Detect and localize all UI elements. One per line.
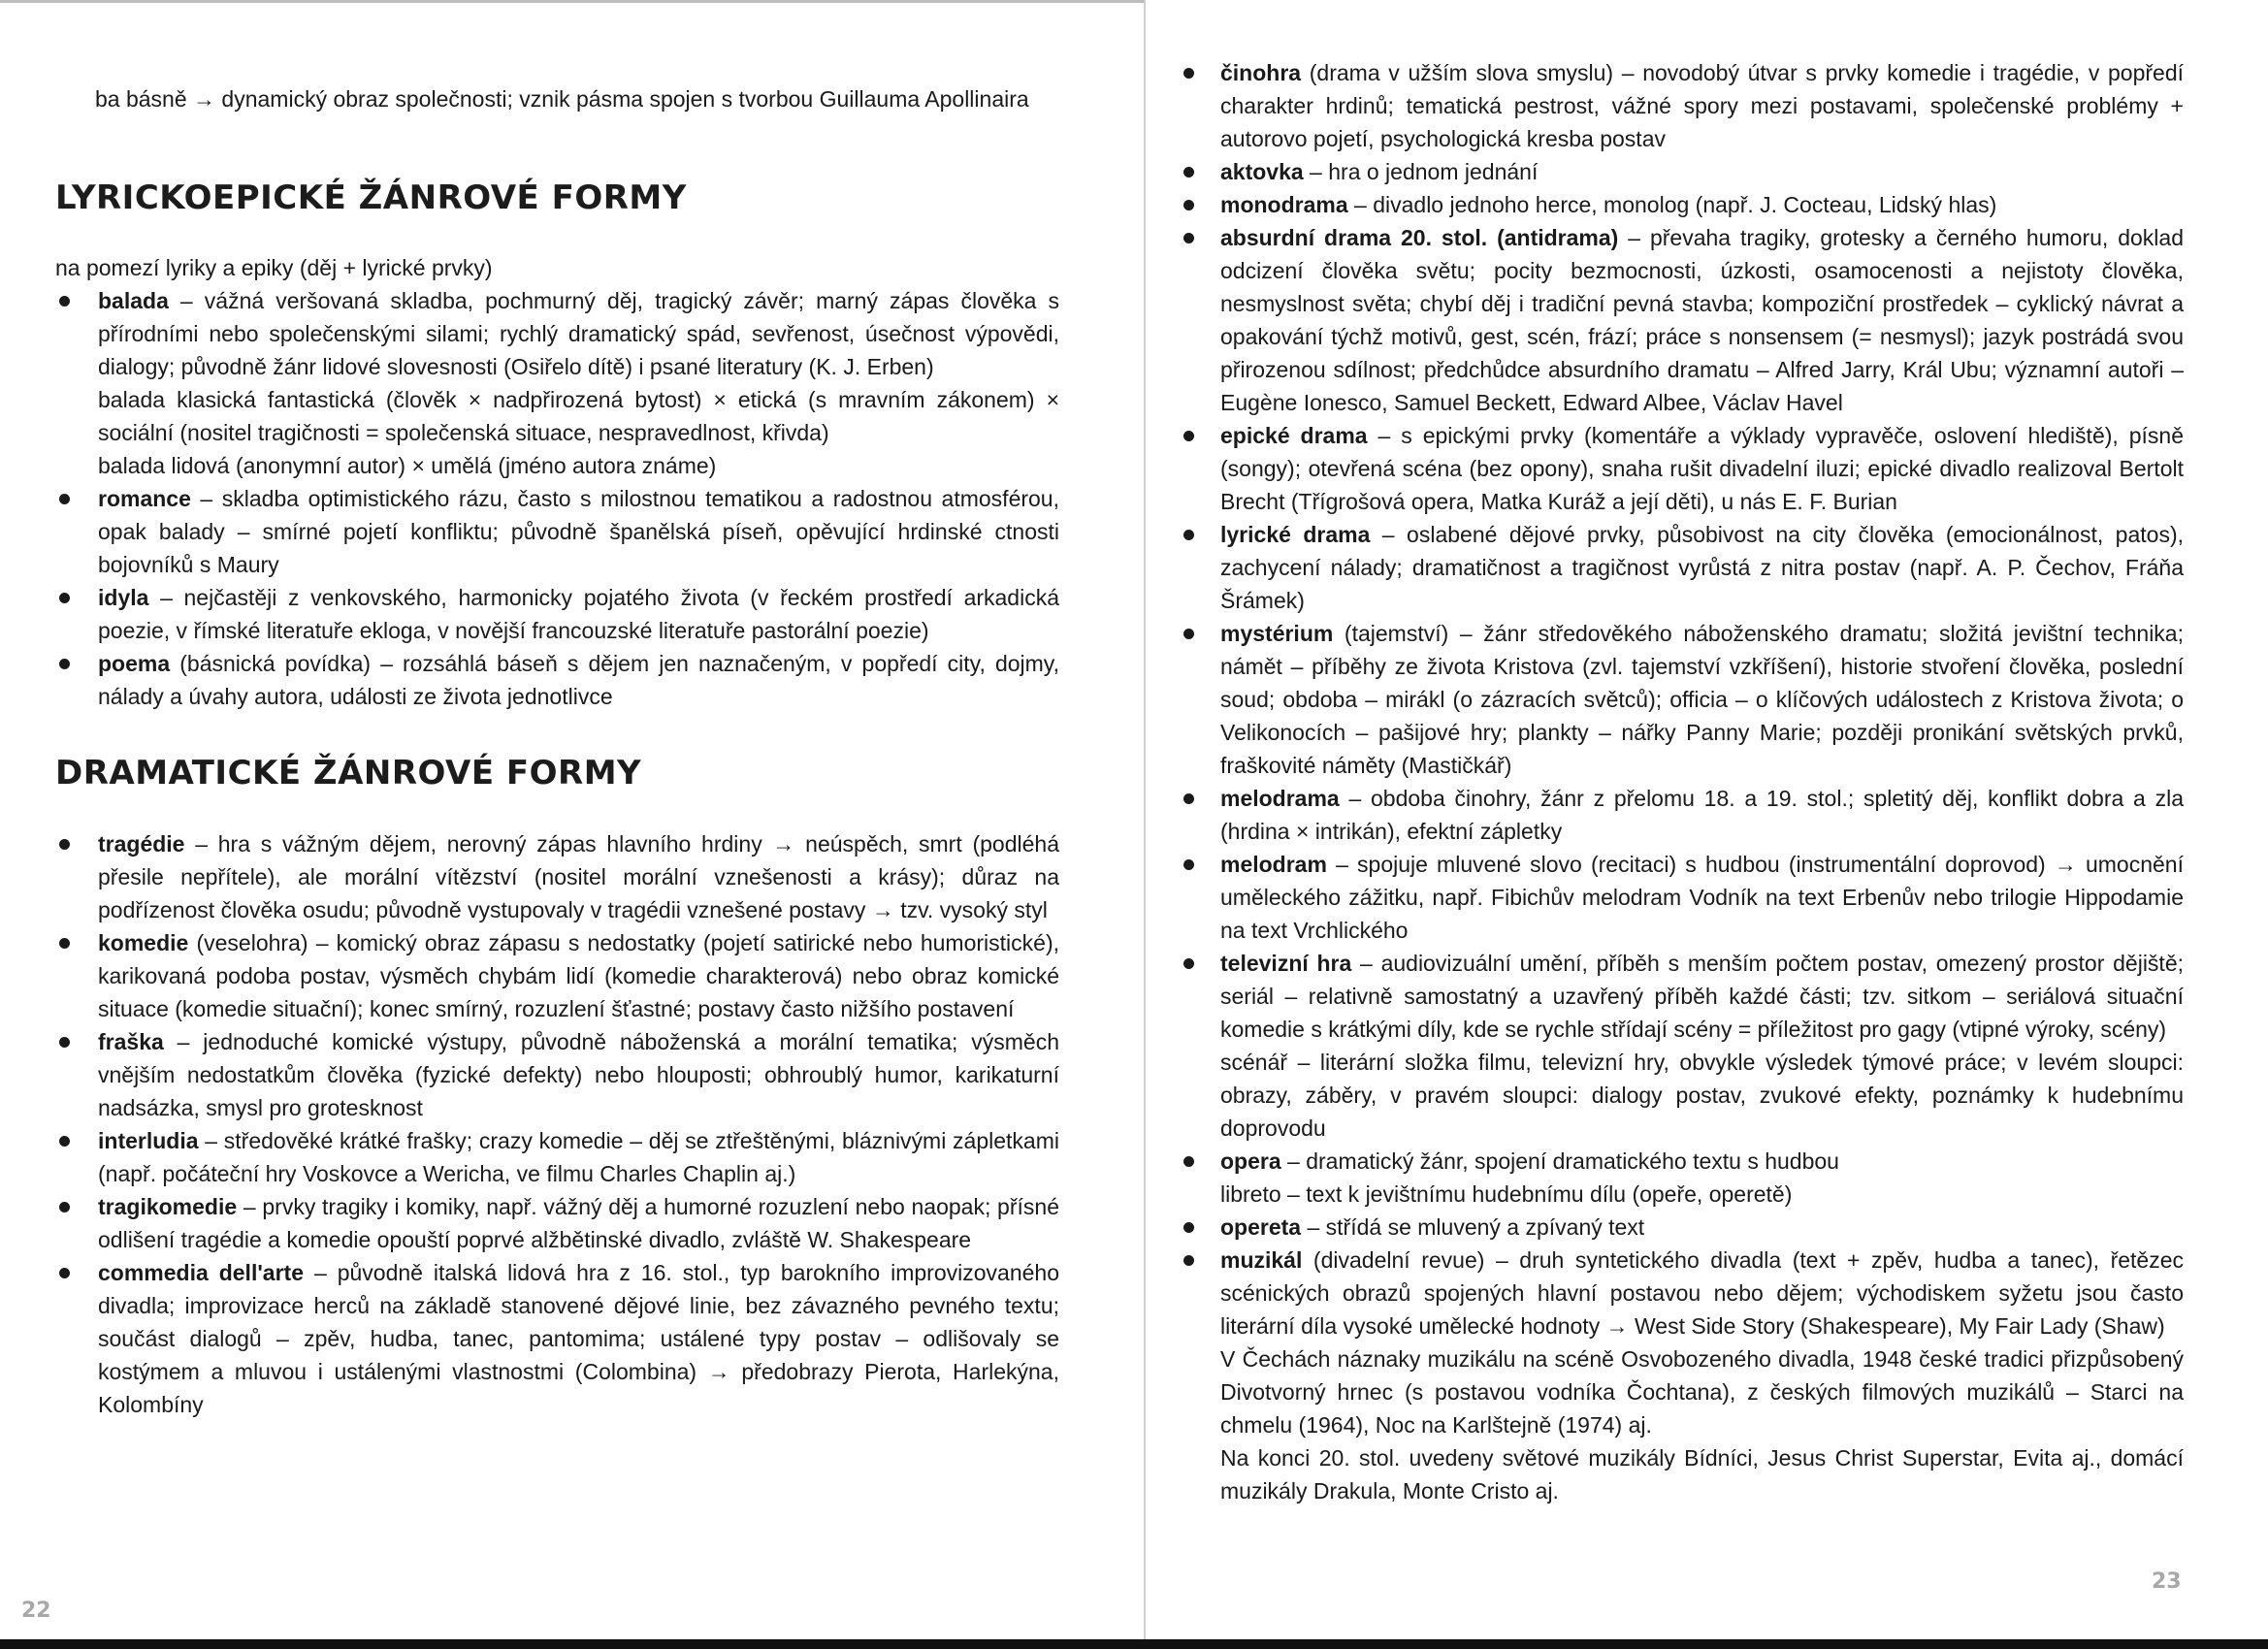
item-text: – hra s vážným dějem, nerovný zápas hlavního hrdiny → neúspěch, smrt (podléhá přesile nepřítele), ale morální vítězství (nositel morální vznešenosti a krásy); důraz na podřízenost člověka osudu; původně vystupovaly v tragédii vznešené postavy → tzv. vysoký styl [98,831,1059,922]
dramaticke-list [55,827,1059,1421]
item-term: televizní hra [1220,951,1352,976]
item-text: (tajemství) – žánr středověkého náboženského dramatu; složitá jevištní technika; námět – příběhy ze života Kristova (zvl. tajemství vzkříšení), historie stvoření člověka, poslední soud; obdoba – mirákl (o zázracích světců); officia – o klíčových událostech z Kristova života; o Velikonocích – pašijové hry; plankty – nářky Panny Marie; později pronikání světských prvků, fraškovité náměty (Mastičkář) [1220,621,2184,778]
list-item-romance [55,482,1059,581]
list-item-interludia [55,1124,1059,1190]
item-term: fraška [98,1029,164,1054]
bullet-icon [59,1136,70,1147]
list-item-poema [55,647,1059,713]
top-edge-left [0,0,1144,3]
list-item-cinohra [1180,56,2184,155]
bullet-icon [59,659,70,669]
item-text: – skladba optimistického rázu, často s milostnou tematikou a radostnou atmosférou, opak balady – smírné pojetí konfliktu; původně španělská píseň, opěvující hrdinské ctnosti bojovníků s Maury [98,486,1059,577]
item-text: – střídá se mluvený a zpívaný text [1301,1214,1645,1240]
list-item-mysterium [1180,617,2184,782]
bullet-icon [59,593,70,603]
list-item-tragikomedie [55,1190,1059,1256]
item-text: (veselohra) – komický obraz zápasu s nedostatky (pojetí satirické nebo humoristické), karikovaná podoba postav, výsměch chybám lidí (komedie charakterová) nebo obraz komické situace (komedie situační); konec smírný, rozuzlení šťastné; postavy často nižšího postavení [98,930,1059,1021]
list-item-aktovka [1180,155,2184,188]
item-term: balada [98,288,169,313]
item-text: – s epickými prvky (komentáře a výklady vypravěče, oslovení hlediště), písně (songy); otevřená scéna (bez opony), snaha rušit divadelní iluzi; epické divadlo realizoval Bertolt Brecht (Třígrošová opera, Matka Kuráž a její děti), u nás E. F. Burian [1220,423,2185,514]
item-term: opera [1220,1148,1281,1174]
item-text: – spojuje mluvené slovo (recitaci) s hudbou (instrumentální doprovod) → umocnění uměleckého zážitku, např. Fibichův melodram Vodník na text Erbenův nebo trilogie Hippodamie na text Vrchlického [1220,852,2184,943]
item-term: commedia dell'arte [98,1260,305,1285]
item-text: (drama v užším slova smyslu) – novodobý útvar s prvky komedie i tragédie, v popředí charakter hrdinů; tematická pestrost, vážné spory mezi postavami, společenské problémy + autorovo pojetí, psychologická kresba postav [1220,60,2184,151]
page-number-right: 23 [2152,1569,2182,1594]
item-term: mystérium [1220,621,1334,646]
bullet-icon [1183,859,1194,870]
list-item-lyricke-drama [1180,518,2184,617]
item-term: poema [98,651,171,676]
item-text: – vážná veršovaná skladba, pochmurný děj, tragický závěr; marný zápas člověka s přírodními nebo společenskými silami; rychlý dramatický spád, sevřenost, úsečnost výpovědi, dialogy; původně žánr lidové slovesnosti (Osiřelo dítě) i psané literatury (K. J. Erben) [98,288,1059,379]
bullet-icon [59,1037,70,1048]
item-term: muzikál [1220,1247,1303,1273]
item-term: činohra [1220,60,1302,85]
list-item-commedia-dellarte [55,1256,1059,1421]
left-column [55,81,1059,1421]
item-text: – divadlo jednoho herce, monolog (např. J. Cocteau, Lidský hlas) [1347,192,1997,217]
dramaticke-list-continued [1180,56,2184,1507]
item-term: interludia [98,1128,199,1153]
list-item-balada [55,284,1059,482]
list-item-epicke-drama [1180,419,2184,518]
bullet-icon [1183,1222,1194,1233]
item-term: romance [98,486,191,511]
lyrickoepicke-list [55,284,1059,713]
item-term: lyrické drama [1220,522,1371,547]
list-item-monodrama [1180,188,2184,221]
bullet-icon [59,1268,70,1278]
item-term: epické drama [1220,423,1368,448]
item-term: aktovka [1220,159,1304,184]
page-number-left: 22 [21,1599,51,1623]
item-text: – dramatický žánr, spojení dramatického textu s hudbou [1280,1148,1839,1174]
item-subtext: balada klasická fantastická (člověk × nadpřirozená bytost) × etická (s mravním zákonem) × sociální (nositel tragičnosti = společenská situace, nespravedlnost, křivda) [98,387,1059,445]
list-item-absurdni-drama [1180,221,2184,419]
bullet-icon [59,839,70,850]
item-text: (divadelní revue) – druh syntetického divadla (text + zpěv, hudba a tanec), řetězec scénických obrazů spojených hlavní postavou nebo dějem; východiskem syžetu jsou často literární díla vysoké umělecké hodnoty → West Side Story (Shakespeare), My Fair Lady (Shaw) [1220,1247,2184,1339]
item-term: monodrama [1220,192,1348,217]
item-subtext: scénář – literární složka filmu, televizní hry, obvykle výsledek týmové práce; v levém sloupci: obrazy, záběry, v pravém sloupci: dialogy postav, zvukové efekty, poznámky k hudebnímu doprovodu [1220,1050,2184,1141]
bullet-icon [1183,431,1194,441]
item-term: idyla [98,585,149,610]
item-text: – obdoba činohry, žánr z přelomu 18. a 19. stol.; spletitý děj, konflikt dobra a zla (hrdina × intrikán), efektní zápletky [1220,786,2184,844]
list-item-muzikal [1180,1244,2184,1507]
bullet-icon [1183,1156,1194,1167]
bullet-icon [59,1202,70,1212]
item-text: – nejčastěji z venkovského, harmonicky pojatého života (v řeckém prostředí arkadická poezie, v římské literatuře ekloga, v novější francouzské literatuře pastorální poezie) [98,585,1059,643]
list-item-tragedie [55,827,1059,926]
item-text: – audiovizuální umění, příběh s menším počtem postav, omezený prostor dějiště; seriál – relativně samostatný a uzavřený příběh každé části; tzv. sitkom – seriálová situační komedie s krátkými díly, kde se rychle střídají scény = příležitost pro gagy (vtipné výroky, scény) [1220,951,2184,1042]
bullet-icon [1183,530,1194,540]
item-term: opereta [1220,1214,1302,1240]
bullet-icon [1183,1255,1194,1266]
book-fold [1144,0,1146,1649]
bullet-icon [1183,958,1194,969]
item-term: melodrama [1220,786,1340,811]
item-text: – původně italská lidová hra z 16. stol., typ barokního improvizovaného divadla; improvizace herců na základě stanovené dějové linie, bez závazného pevného textu; součást dialogů – zpěv, hudba, tanec, pantomima; ustálené typy postav – odlišovaly se kostýmem a mluvou i ustálenými vlastnostmi (Colombina) → předobrazy Pierota, Harlekýna, Kolombíny [98,1260,1059,1417]
item-text: – středověké krátké frašky; crazy komedie – děj se ztřeštěnými, bláznivými zápletkami (např. počáteční hry Voskovce a Wericha, ve filmu Charles Chaplin aj.) [98,1128,1059,1186]
list-item-opera [1180,1145,2184,1211]
section-title-dramaticke: DRAMATICKÉ ŽÁNROVÉ FORMY [55,754,642,792]
item-term: tragikomedie [98,1194,238,1219]
list-item-idyla [55,581,1059,647]
right-page [1148,0,2268,1649]
item-term: komedie [98,930,189,955]
section-title-lyrickoepicke: LYRICKOEPICKÉ ŽÁNROVÉ FORMY [55,178,687,217]
item-subtext: libreto – text k jevištnímu hudebnímu dílu (opeře, operetě) [1220,1181,1793,1207]
item-text: (básnická povídka) – rozsáhlá báseň s dějem jen naznačeným, v popředí city, dojmy, nálady a úvahy autora, události ze života jednotlivce [98,651,1059,709]
item-subtext: Na konci 20. stol. uvedeny světové muzikály Bídníci, Jesus Christ Superstar, Evita aj., domácí muzikály Drakula, Monte Cristo aj. [1220,1445,2184,1504]
list-item-komedie [55,926,1059,1025]
list-item-opereta [1180,1211,2184,1244]
item-subtext: V Čechách náznaky muzikálu na scéně Osvobozeného divadla, 1948 české tradici přizpůsobený Divotvorný hrnec (s postavou vodníka Čochtana), z českých filmových muzikálů – Starci na chmelu (1964), Noc na Karlštejně (1974) aj. [1220,1346,2184,1438]
scan-bottom-edge [0,1639,2268,1649]
bullet-icon [1183,68,1194,79]
bullet-icon [59,296,70,307]
item-text: – prvky tragiky i komiky, např. vážný děj a humorné rozuzlení nebo naopak; přísné odlišení tragédie a komedie opouští poprvé alžbětinské divadlo, zvláště W. Shakespeare [98,1194,1059,1252]
item-term: absurdní drama 20. stol. (antidrama) [1220,225,1619,250]
item-text: – oslabené dějové prvky, působivost na city člověka (emocionálnost, patos), zachycení nálady; dramatičnost a tragičnost vyrůstá z nitra postav (např. A. P. Čechov, Fráňa Šrámek) [1220,522,2184,613]
item-subtext: balada lidová (anonymní autor) × umělá (jméno autora známe) [98,453,717,478]
right-column [1180,56,2184,1507]
item-text: – převaha tragiky, grotesky a černého humoru, doklad odcizení člověka světu; pocity bezmocnosti, úzkosti, osamocenosti a nejistoty člověka, nesmyslnost světa; chybí děj i tradiční pevná stavba; kompoziční prostředek – cyklický návrat a opakování týchž motivů, gest, scén, frází; práce s nonsensem (= nesmysl); jazyk postrádá svou přirozenou sdílnost; předchůdce absurdního dramatu – Alfred Jarry, Král Ubu; významní autoři – Eugène Ionesco, Samuel Beckett, Edward Albee, Václav Havel [1220,225,2184,415]
list-item-melodrama [1180,782,2184,848]
item-term: melodram [1220,852,1327,877]
list-item-melodram [1180,848,2184,947]
bullet-icon [1183,793,1194,804]
bullet-icon [1183,233,1194,243]
bullet-icon [59,938,70,949]
item-text: – hra o jednom jednání [1303,159,1539,184]
section-intro: na pomezí lyriky a epiky (děj + lyrické prvky) [55,255,493,280]
list-item-fraska [55,1025,1059,1124]
bullet-icon [1183,167,1194,178]
continued-text: ba básně → dynamický obraz společnosti; vznik pásma spojen s tvorbou Guillauma Apollinaira [95,86,1029,112]
bullet-icon [59,494,70,504]
list-item-televizni-hra [1180,947,2184,1145]
bullet-icon [1183,629,1194,639]
item-text: – jednoduché komické výstupy, původně náboženská a morální tematika; výsměch vnějším nedostatkům člověka (fyzické defekty) nebo hlouposti; obhroublý humor, karikaturní nadsázka, smysl pro grotesknost [98,1029,1059,1120]
bullet-icon [1183,200,1194,210]
item-term: tragédie [98,831,185,857]
